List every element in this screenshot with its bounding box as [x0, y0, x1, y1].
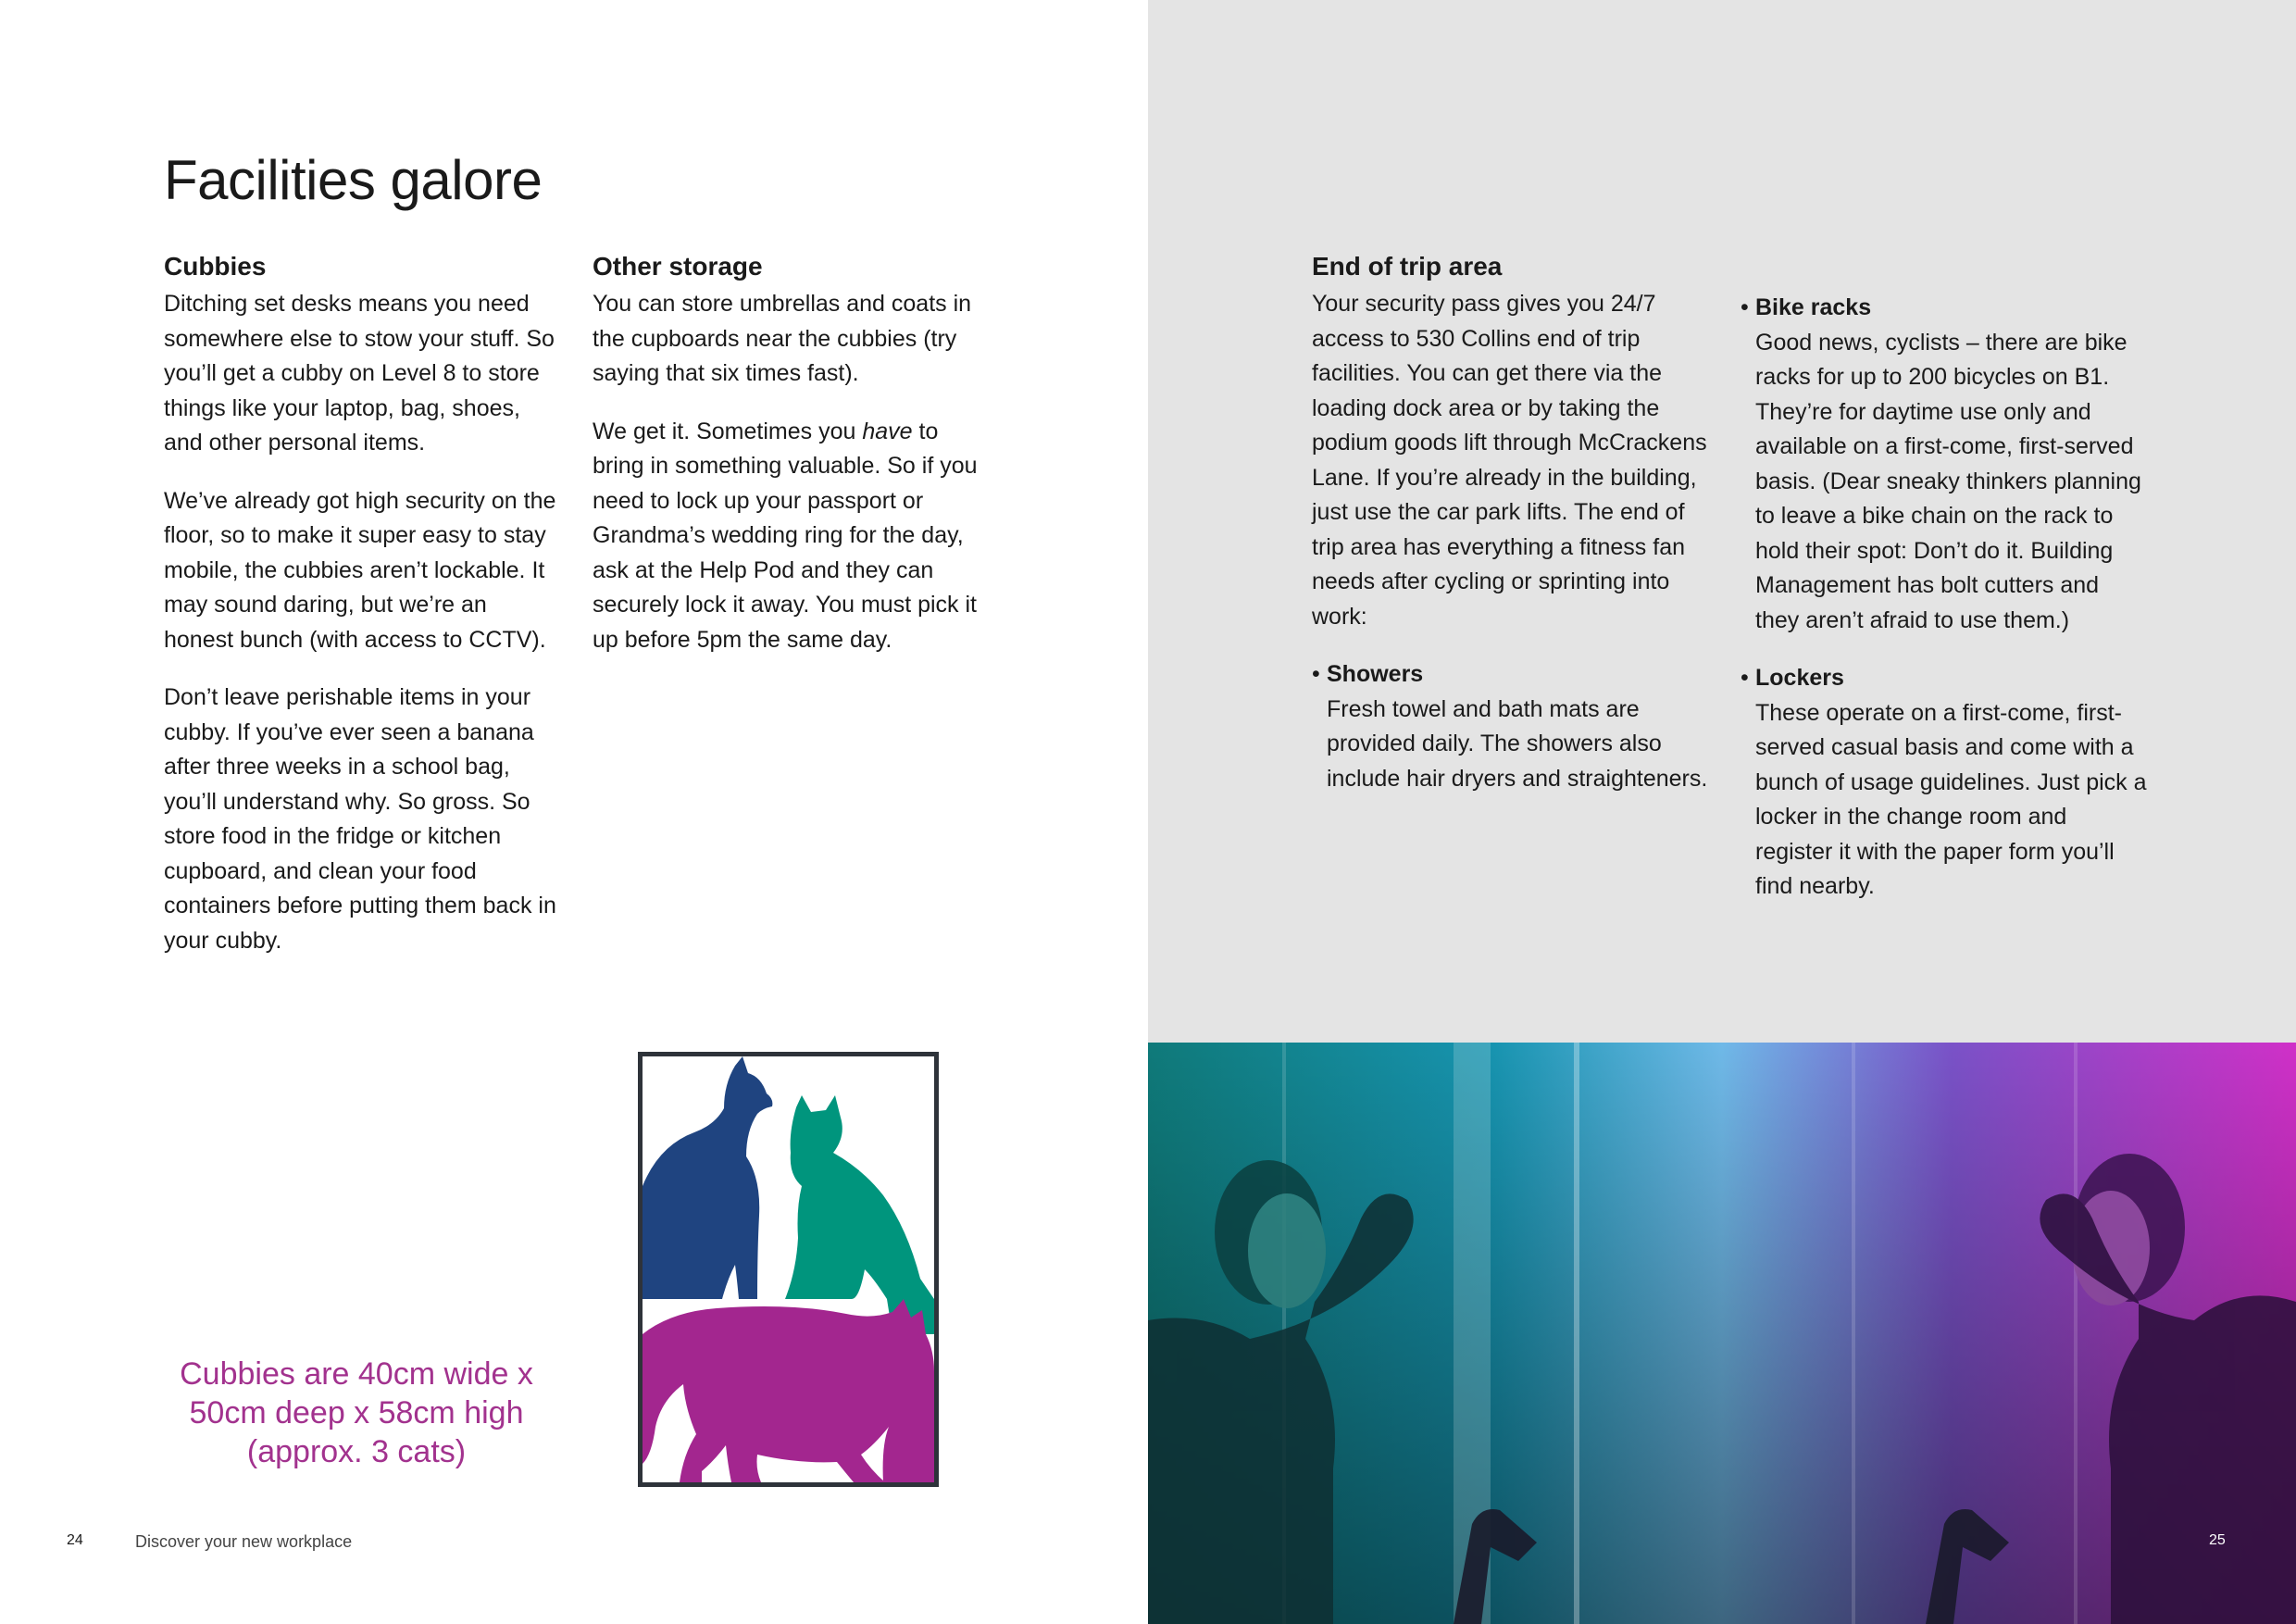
lockers-item [1741, 661, 2148, 905]
other-storage-heading: Other storage [593, 252, 763, 281]
other-storage-section [593, 248, 981, 681]
cats-illustration [638, 1052, 939, 1487]
cats-illustration-svg [643, 1056, 934, 1482]
mirror-photo [1148, 1043, 2296, 1624]
cubbies-section [164, 248, 562, 981]
lockers-text: These operate on a first-come, first-served casual basis and come with a bunch of usage guidelines. Just pick a locker in the change room and register it with the paper form you’ll find nearby. [1755, 699, 2147, 899]
text-run: We get it. Sometimes you [593, 418, 863, 444]
page-title: Facilities galore [164, 149, 543, 211]
bike-lockers-section [1741, 291, 2148, 928]
cubbies-paragraph: Don’t leave perishable items in your cubby. If you’ve ever seen a banana after three weeks in a school bag, you’ll understand why. So gross. So store food in the fridge or kitchen cupboard, and clean your food containers before putting them back in your cubby. [164, 684, 556, 954]
page-footer: Discover your new workplace [135, 1532, 353, 1551]
mirror-photo-svg [1148, 1043, 2296, 1624]
magenta-cat-shape [643, 1299, 934, 1482]
bike-racks-item [1741, 291, 2148, 638]
bullet-icon: • [1312, 661, 1320, 687]
bike-racks-title: Bike racks [1755, 294, 1872, 320]
showers-title: Showers [1327, 661, 1424, 687]
cubbies-paragraph: Ditching set desks means you need somewhere else to stow your stuff. So you’ll get a cubby on Level 8 to store things like your laptop, bag, shoes, and other personal items. [164, 291, 555, 456]
text-run: to bring in something valuable. So if you need to lock up your passport or Grandma’s wedding ring for the day, ask at the Help Pod and they can securely lock it away. You must pick it up before 5pm the same day. [593, 418, 978, 653]
page-number-left: 24 [67, 1532, 83, 1548]
end-of-trip-heading: End of trip area [1312, 252, 1503, 281]
cubby-size-callout: Cubbies are 40cm wide x 50cm deep x 58cm high (approx. 3 cats) [180, 1356, 533, 1469]
emphasis-text: have [862, 418, 913, 444]
showers-item [1312, 657, 1719, 796]
teal-cat-shape [785, 1095, 934, 1334]
showers-text: Fresh towel and bath mats are provided daily. The showers also include hair dryers and straighteners. [1327, 695, 1708, 792]
cubbies-paragraph: We’ve already got high security on the floor, so to make it super easy to stay mobile, the cubbies aren’t lockable. It may sound daring, but we’re an honest bunch (with access to CCTV). [164, 487, 556, 653]
other-storage-paragraph: You can store umbrellas and coats in the cupboards near the cubbies (try saying that six times fast). [593, 291, 972, 386]
navy-cat-shape [643, 1056, 772, 1299]
bullet-icon: • [1741, 294, 1749, 320]
page-number-right: 25 [2209, 1532, 2226, 1548]
bike-racks-text: Good news, cyclists – there are bike racks for up to 200 bicycles on B1. They’re for daytime use only and available on a first-come, first-served basis. (Dear sneaky thinkers planning to leave a bike chain on the rack to hold their spot: Don’t do it. Building Management has bolt cutters and they aren’t afraid to use them.) [1755, 329, 2141, 633]
end-of-trip-paragraph: Your security pass gives you 24/7 access to 530 Collins end of trip facilities. You can get there via the loading dock area or by taking the podium goods lift through McCrackens Lane. If you’re already in the building, just use the car park lifts. The end of trip area has everything a fitness fan needs after cycling or sprinting into work: [1312, 291, 1707, 630]
cubbies-heading: Cubbies [164, 252, 267, 281]
other-storage-paragraph [593, 415, 981, 658]
end-of-trip-section [1312, 248, 1719, 819]
lockers-title: Lockers [1755, 665, 1844, 691]
bullet-icon: • [1741, 665, 1749, 691]
